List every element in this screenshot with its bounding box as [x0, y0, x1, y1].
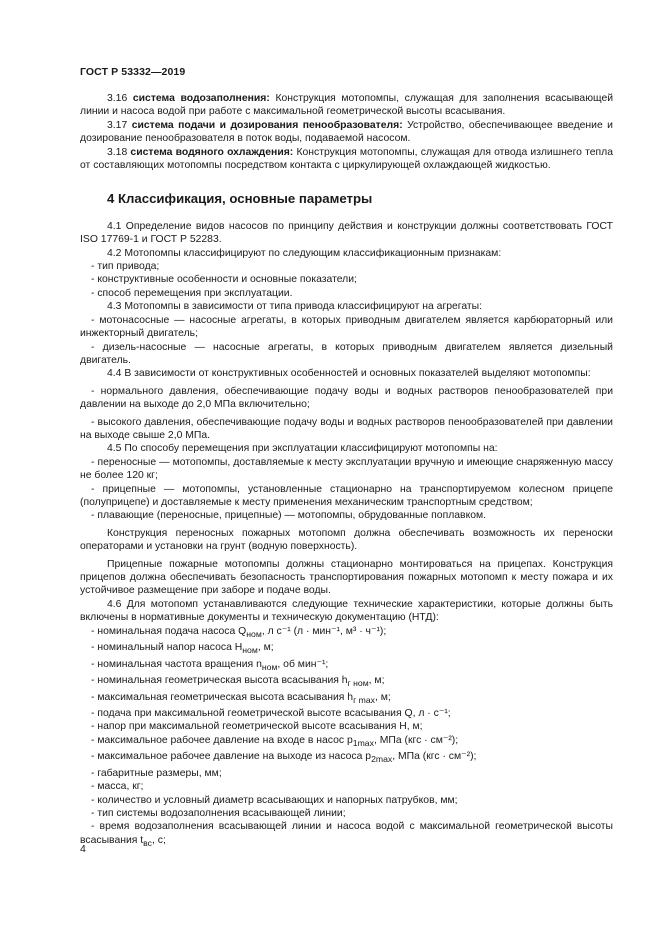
list-item: - нормального давления, обеспечивающие подачу воды и водных растворов пенообразователей при давлении на выходе до 2,0 МПа включительно; — [80, 385, 613, 411]
term-3-16: 3.16 система водозаполнения: Конструкция мотопомпы, служащая для заполнения всасывающей линии и насоса водой при работе с максимальной геометрической высоты всасывания. — [80, 93, 614, 118]
term-title: система водозаполнения: — [132, 93, 270, 104]
list-item: - количество и условный диаметр всасывающих и напорных патрубков, мм; — [91, 794, 458, 806]
paragraph-trailer: Прицепные пожарные мотопомпы должны стационарно монтироваться на прицепах. Конструкция прицепов должна обеспечивать безопасность транспортирования пожарных мотопомп к месту пожара и их устойчивое размещение при заборе и подаче воды. — [80, 558, 613, 597]
paragraph-4-2: 4.2 Мотопомпы классифицируют по следующим классификационным признакам: — [107, 247, 502, 259]
list-item: - прицепные — мотопомпы, установленные стационарно на транспортируемом колесном прицепе (полуприцепе) и доставляемые к месту применения механическим транспортным средством; — [80, 483, 613, 508]
list-item: - плавающие (переносные, прицепные) — мотопомпы, обрудованные поплавком. — [91, 510, 487, 522]
paragraph-portable: Конструкция переносных пожарных мотопомп должна обеспечивать возможность их переноски операторами и установки на грунт (водную поверхность). — [80, 527, 613, 553]
list-item: - номинальная геометрическая высота всасывания $h_{г ном}$, м; — [91, 675, 385, 689]
list-item: - максимальное рабочее давление на входе в насос $p_{1max}$, МПа (кгс · см⁻²); — [91, 734, 459, 748]
section-heading: 4 Классификация, основные параметры — [107, 191, 373, 207]
list-item: - переносные — мотопомпы, доставляемые к месту эксплуатации вручную и имеющие снаряженную массу не более 120 кг; — [80, 456, 613, 482]
list-item: - максимальное рабочее давление на выходе из насоса $p_{2max}$, МПа (кгс · см⁻²); — [91, 751, 477, 765]
list-item: - мотонасосные — насосные агрегаты, в которых приводным двигателем является карбюраторный или инжекторный двигатель; — [80, 314, 613, 340]
paragraph-4-4: 4.4 В зависимости от конструктивных особенностей и основных показателей выделяют мотопомпы: — [107, 368, 591, 380]
term-3-18: 3.18 система водяного охлаждения: Конструкция мотопомпы, служащая для отвода излишнего тепла от составляющих мотопомпы посредством контакта с циркулирующей охлаждающей жидкостью. — [80, 146, 613, 172]
list-item: - габаритные размеры, мм; — [91, 767, 222, 779]
page-number: 4 — [80, 843, 86, 855]
list-item: - высокого давления, обеспечивающие подачу воды и водных растворов пенообразователей при давлении на выходе свыше 2,0 МПа. — [80, 416, 613, 441]
list-item: - номинальная подача насоса $Q_{ном}$, л с⁻¹ (л · мин⁻¹, м³ · ч⁻¹); — [91, 625, 387, 639]
paragraph-4-6: 4.6 Для мотопомп устанавливаются следующие технические характеристики, которые должны быть включены в нормативные документы и техническую документацию (НТД): — [80, 598, 613, 624]
list-item: - конструктивные особенности и основные показатели; — [91, 274, 357, 286]
list-item: - напор при максимальной геометрической высоте всасывания H, м; — [91, 721, 423, 733]
list-item: - подача при максимальной геометрической высоте всасывания Q, л · с⁻¹; — [91, 708, 451, 720]
list-item: - дизель-насосные — насосные агрегаты, в которых приводным двигателем является дизельный двигатель. — [80, 341, 613, 366]
page-content — [80, 92, 613, 850]
list-item: - тип системы водозаполнения всасывающей линии; — [91, 808, 346, 820]
term-title: система водяного охлаждения: — [130, 146, 294, 158]
paragraph-4-5: 4.5 По способу перемещения при эксплуатации классифицируют мотопомпы на: — [107, 443, 498, 455]
term-3-17: 3.17 система подачи и дозирования пенообразователя: Устройство, обеспечивающее введение и дозирование пенообразователя в поток воды, подаваемой насосом. — [80, 119, 613, 145]
document-header: ГОСТ Р 53332—2019 — [80, 66, 186, 78]
list-item: - способ перемещения при эксплуатации. — [91, 287, 293, 299]
term-title: система подачи и дозирования пенообразователя: — [131, 119, 403, 131]
list-item: - номинальный напор насоса $H_{ном}$, м; — [91, 642, 274, 656]
list-item: - максимальная геометрическая высота всасывания $h_{г max}$, м; — [91, 691, 391, 705]
list-item: - номинальная частота вращения $n_{ном}$, об мин⁻¹; — [91, 658, 329, 672]
list-item: - тип привода; — [91, 261, 160, 273]
paragraph-4-3: 4.3 Мотопомпы в зависимости от типа привода классифицируют на агрегаты: — [107, 301, 483, 313]
list-item: - время водозаполнения всасывающей линии и насоса водой с максимальной геометрической высоты всасывания $t_{вс}$, с; — [80, 821, 613, 848]
paragraph-4-1: 4.1 Определение видов насосов по принципу действия и конструкции должны соответствовать ГОСТ ISO 17769-1 и ГОСТ Р 52283. — [80, 220, 613, 246]
list-item: - масса, кг; — [91, 781, 144, 793]
